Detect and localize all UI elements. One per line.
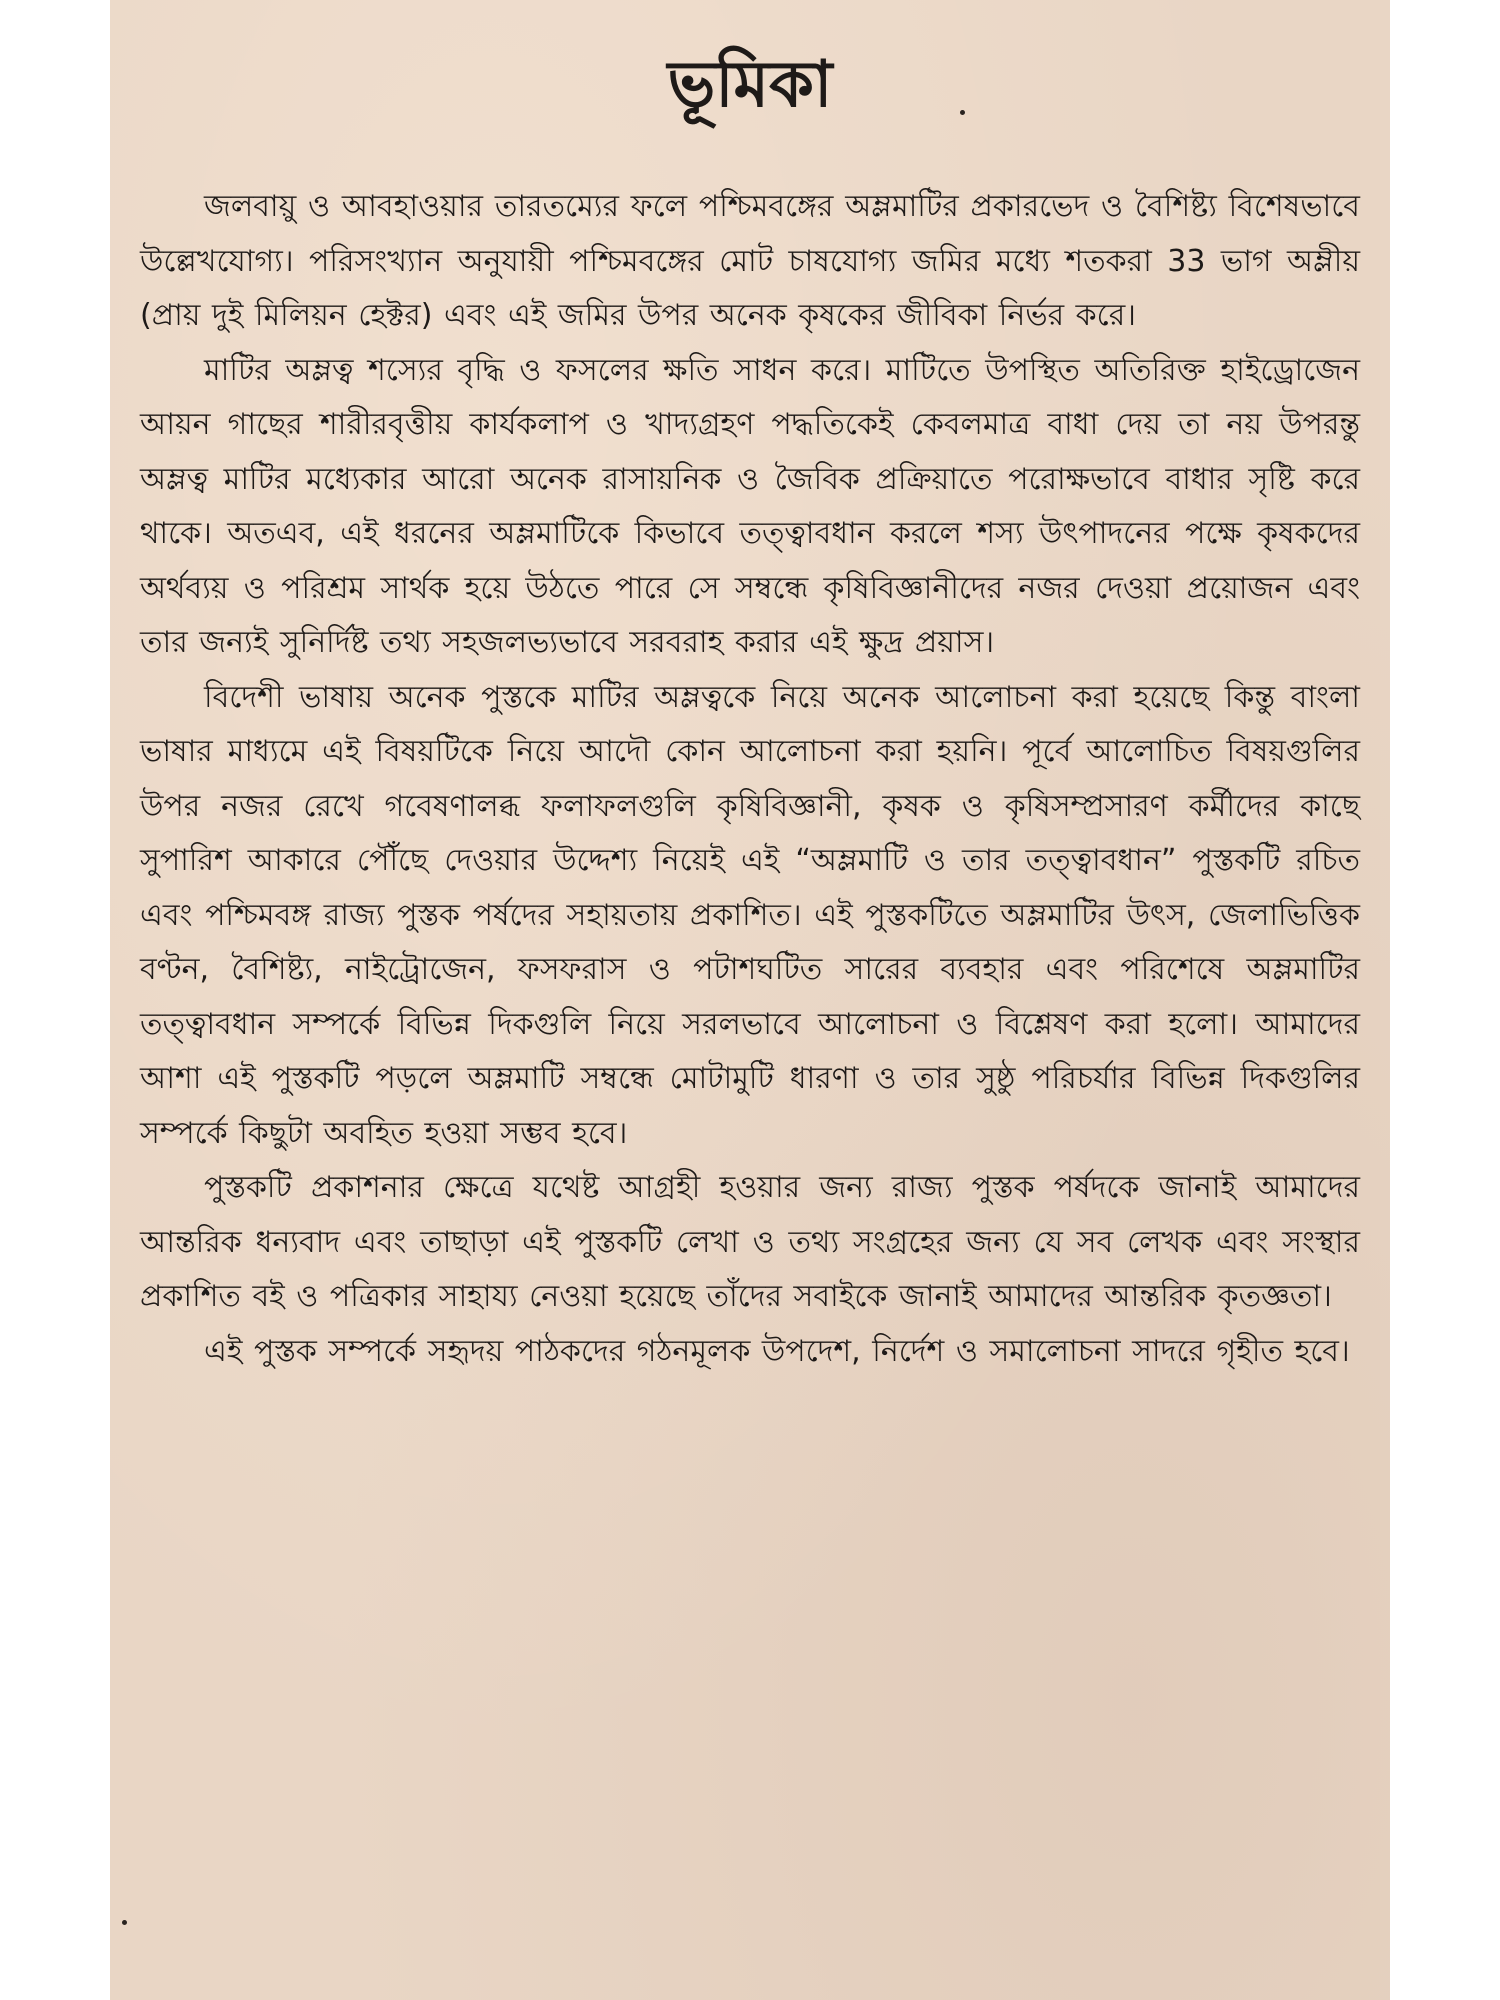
- print-speck-left: [122, 1920, 127, 1925]
- paragraph-2: মাটির অম্লত্ব শস্যের বৃদ্ধি ও ফসলের ক্ষতি সাধন করে। মাটিতে উপস্থিত অতিরিক্ত হাইড্রোজেন আয়ন গাছের শারীরবৃত্তীয় কার্যকলাপ ও খাদ্যগ্রহণ পদ্ধতিকেই কেবলমাত্র বাধা দেয় তা নয় উপরন্তু অম্লত্ব মাটির মধ্যেকার আরো অনেক রাসায়নিক ও জৈবিক প্রক্রিয়াতে পরোক্ষভাবে বাধার সৃষ্টি করে থাকে। অতএব, এই ধরনের অম্লমাটিকে কিভাবে তত্ত্বাবধান করলে শস্য উৎপাদনের পক্ষে কৃষকদের অর্থব্যয় ও পরিশ্রম সার্থক হয়ে উঠতে পারে সে সম্বন্ধে কৃষিবিজ্ঞানীদের নজর দেওয়া প্রয়োজন এবং তার জন্যই সুনির্দিষ্ট তথ্য সহজলভ্যভাবে সরবরাহ করার এই ক্ষুদ্র প্রয়াস।: [140, 352, 1360, 660]
- scanned-page: [110, 0, 1390, 2000]
- paragraph-5: এই পুস্তক সম্পর্কে সহৃদয় পাঠকদের গঠনমূলক উপদেশ, নির্দেশ ও সমালোচনা সাদরে গৃহীত হবে।: [204, 1333, 1350, 1369]
- paragraph-4: পুস্তকটি প্রকাশনার ক্ষেত্রে যথেষ্ট আগ্রহী হওয়ার জন্য রাজ্য পুস্তক পর্ষদকে জানাই আমাদের আন্তরিক ধন্যবাদ এবং তাছাড়া এই পুস্তকটি লেখা ও তথ্য সংগ্রহের জন্য যে সব লেখক এবং সংস্থার প্রকাশিত বই ও পত্রিকার সাহায্য নেওয়া হয়েছে তাঁদের সবাইকে জানাই আমাদের আন্তরিক কৃতজ্ঞতা।: [140, 1170, 1360, 1314]
- print-speck: [960, 110, 965, 115]
- body-text: [140, 180, 1360, 1379]
- paragraph-1: জলবায়ু ও আবহাওয়ার তারতম্যের ফলে পশ্চিমবঙ্গের অম্লমাটির প্রকারভেদ ও বৈশিষ্ট্য বিশেষভাবে উল্লেখযোগ্য। পরিসংখ্যান অনুযায়ী পশ্চিমবঙ্গের মোট চাষযোগ্য জমির মধ্যে শতকরা 33 ভাগ অম্লীয় (প্রায় দুই মিলিয়ন হেক্টর) এবং এই জমির উপর অনেক কৃষকের জীবিকা নির্ভর করে।: [140, 189, 1360, 333]
- paragraph-3: বিদেশী ভাষায় অনেক পুস্তকে মাটির অম্লত্বকে নিয়ে অনেক আলোচনা করা হয়েছে কিন্তু বাংলা ভাষার মাধ্যমে এই বিষয়টিকে নিয়ে আদৌ কোন আলোচনা করা হয়নি। পূর্বে আলোচিত বিষয়গুলির উপর নজর রেখে গবেষণালব্ধ ফলাফলগুলি কৃষিবিজ্ঞানী, কৃষক ও কৃষিসম্প্রসারণ কর্মীদের কাছে সুপারিশ আকারে পৌঁছে দেওয়ার উদ্দেশ্য নিয়েই এই “অম্লমাটি ও তার তত্ত্বাবধান” পুস্তকটি রচিত এবং পশ্চিমবঙ্গ রাজ্য পুস্তক পর্ষদের সহায়তায় প্রকাশিত। এই পুস্তকটিতে অম্লমাটির উৎস, জেলাভিত্তিক বণ্টন, বৈশিষ্ট্য, নাইট্রোজেন, ফসফরাস ও পটাশঘটিত সারের ব্যবহার এবং পরিশেষে অম্লমাটির তত্ত্বাবধান সম্পর্কে বিভিন্ন দিকগুলি নিয়ে সরলভাবে আলোচনা ও বিশ্লেষণ করা হলো। আমাদের আশা এই পুস্তকটি পড়লে অম্লমাটি সম্বন্ধে মোটামুটি ধারণা ও তার সুষ্ঠু পরিচর্যার বিভিন্ন দিকগুলির সম্পর্কে কিছুটা অবহিত হওয়া সম্ভব হবে।: [140, 679, 1360, 1151]
- page-title: ভূমিকা: [667, 48, 833, 122]
